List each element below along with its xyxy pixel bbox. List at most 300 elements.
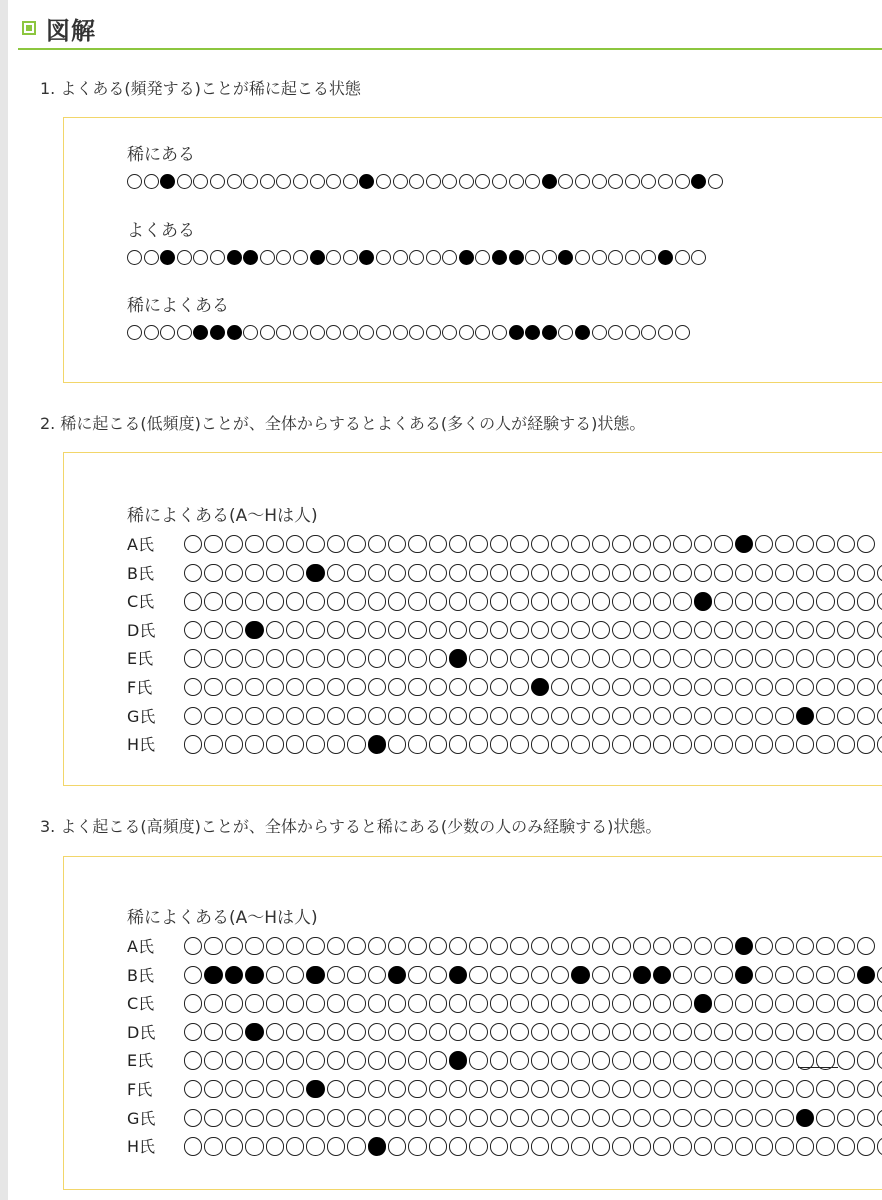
empty-circle [612,966,630,984]
filled-circle [857,966,875,984]
circle-sequence-rarely-frequent [127,325,691,340]
empty-circle [327,1051,345,1069]
empty-circle [551,535,569,553]
empty-circle [510,592,528,610]
empty-circle [592,174,607,189]
empty-circle [429,994,447,1012]
person-circle-row [184,564,882,582]
empty-circle [551,994,569,1012]
empty-circle [449,735,467,753]
filled-circle [449,1051,467,1069]
empty-circle [469,564,487,582]
empty-circle [755,535,773,553]
empty-circle [429,649,447,667]
empty-circle [837,678,855,696]
empty-circle [469,1109,487,1127]
empty-circle [531,564,549,582]
empty-circle [368,649,386,667]
empty-circle [388,1080,406,1098]
empty-circle [469,735,487,753]
empty-circle [857,564,875,582]
empty-circle [551,707,569,725]
empty-circle [592,592,610,610]
empty-circle [204,1137,222,1155]
empty-circle [612,678,630,696]
empty-circle [837,1109,855,1127]
empty-circle [857,1109,875,1127]
empty-circle [306,592,324,610]
empty-circle [429,1137,447,1155]
empty-circle [368,592,386,610]
empty-circle [653,1023,671,1041]
empty-circle [260,325,275,340]
empty-circle [306,621,324,639]
empty-circle [673,1023,691,1041]
empty-circle [368,535,386,553]
example-label-frequent: よくある [127,221,195,241]
empty-circle [816,1137,834,1155]
empty-circle [490,649,508,667]
empty-circle [837,994,855,1012]
empty-circle [796,994,814,1012]
empty-circle [469,994,487,1012]
empty-circle [225,535,243,553]
empty-circle [204,535,222,553]
person-label: A氏 [127,535,154,554]
filled-circle [359,174,374,189]
empty-circle [633,564,651,582]
filled-circle [449,966,467,984]
empty-circle [510,994,528,1012]
empty-circle [225,707,243,725]
empty-circle [225,937,243,955]
empty-circle [490,1080,508,1098]
empty-circle [276,250,291,265]
empty-circle [796,735,814,753]
empty-circle [245,592,263,610]
empty-circle [127,250,142,265]
empty-circle [306,707,324,725]
empty-circle [327,535,345,553]
empty-circle [490,1109,508,1127]
empty-circle [306,735,324,753]
empty-circle [368,678,386,696]
empty-circle [837,592,855,610]
empty-circle [327,994,345,1012]
empty-circle [327,592,345,610]
empty-circle [408,994,426,1012]
empty-circle [796,535,814,553]
empty-circle [608,174,623,189]
empty-circle [368,937,386,955]
empty-circle [408,1109,426,1127]
empty-circle [857,1023,875,1041]
empty-circle [694,735,712,753]
empty-circle [408,1051,426,1069]
empty-circle [368,621,386,639]
person-circle-row [184,1051,882,1069]
empty-circle [796,1023,814,1041]
empty-circle [877,564,882,582]
empty-circle [408,1023,426,1041]
empty-circle [160,325,175,340]
empty-circle [673,592,691,610]
empty-circle [225,592,243,610]
empty-circle [558,325,573,340]
empty-circle [755,1051,773,1069]
empty-circle [735,1080,753,1098]
empty-circle [571,994,589,1012]
empty-circle [408,735,426,753]
empty-circle [469,1023,487,1041]
empty-circle [877,592,882,610]
empty-circle [714,937,732,955]
empty-circle [633,678,651,696]
empty-circle [857,707,875,725]
circle-sequence-frequent [127,250,708,265]
empty-circle [755,592,773,610]
empty-circle [286,1137,304,1155]
empty-circle [653,707,671,725]
empty-circle [694,937,712,955]
filled-circle [193,325,208,340]
empty-circle [368,1080,386,1098]
empty-circle [694,1051,712,1069]
empty-circle [673,1051,691,1069]
empty-circle [429,592,447,610]
empty-circle [388,678,406,696]
empty-circle [877,1137,882,1155]
empty-circle [144,250,159,265]
empty-circle [592,649,610,667]
filled-circle [210,325,225,340]
empty-circle [796,621,814,639]
empty-circle [755,564,773,582]
empty-circle [210,250,225,265]
empty-circle [368,966,386,984]
example-label-rare: 稀にある [127,145,195,165]
empty-circle [144,325,159,340]
empty-circle [641,325,656,340]
empty-circle [490,1051,508,1069]
empty-circle [714,1109,732,1127]
empty-circle [429,678,447,696]
empty-circle [492,325,507,340]
filled-circle [160,250,175,265]
empty-circle [755,678,773,696]
empty-circle [673,1080,691,1098]
empty-circle [755,1023,773,1041]
filled-circle [359,250,374,265]
empty-circle [796,1137,814,1155]
empty-circle [694,649,712,667]
empty-circle [469,1051,487,1069]
empty-circle [592,994,610,1012]
empty-circle [306,1137,324,1155]
empty-circle [653,678,671,696]
empty-circle [653,535,671,553]
empty-circle [531,966,549,984]
empty-circle [225,621,243,639]
empty-circle [877,735,882,753]
empty-circle [694,707,712,725]
empty-circle [735,621,753,639]
empty-circle [490,1023,508,1041]
empty-circle [592,1080,610,1098]
person-label: F氏 [127,678,153,697]
empty-circle [347,1023,365,1041]
empty-circle [459,325,474,340]
empty-circle [633,707,651,725]
person-label: A氏 [127,937,154,956]
empty-circle [510,1137,528,1155]
empty-circle [837,621,855,639]
empty-circle [714,1023,732,1041]
empty-circle [347,621,365,639]
empty-circle [184,1051,202,1069]
empty-circle [510,649,528,667]
empty-circle [266,1137,284,1155]
empty-circle [625,325,640,340]
empty-circle [266,1109,284,1127]
empty-circle [735,1109,753,1127]
empty-circle [816,707,834,725]
empty-circle [469,649,487,667]
empty-circle [694,678,712,696]
empty-circle [673,1137,691,1155]
empty-circle [475,325,490,340]
empty-circle [243,174,258,189]
person-label: D氏 [127,620,156,640]
empty-circle [490,678,508,696]
empty-circle [376,325,391,340]
empty-circle [571,1080,589,1098]
empty-circle [633,1051,651,1069]
empty-circle [306,535,324,553]
empty-circle [266,621,284,639]
empty-circle [327,1109,345,1127]
empty-circle [837,1023,855,1041]
empty-circle [625,250,640,265]
empty-circle [796,966,814,984]
filled-circle [796,1109,814,1127]
person-label: H氏 [127,1137,156,1157]
empty-circle [735,1023,753,1041]
empty-circle [459,174,474,189]
empty-circle [193,174,208,189]
empty-circle [531,735,549,753]
empty-circle [408,678,426,696]
person-circle-row [184,535,877,553]
empty-circle [347,1051,365,1069]
person-label: H氏 [127,735,156,755]
empty-circle [775,1023,793,1041]
empty-circle [755,735,773,753]
empty-circle [694,1109,712,1127]
empty-circle [266,592,284,610]
empty-circle [525,250,540,265]
empty-circle [816,994,834,1012]
empty-circle [408,1080,426,1098]
empty-circle [735,707,753,725]
empty-circle [551,1137,569,1155]
empty-circle [286,1080,304,1098]
empty-circle [509,174,524,189]
empty-circle [286,707,304,725]
empty-circle [184,735,202,753]
person-circle-row [184,649,882,667]
empty-circle [837,966,855,984]
empty-circle [675,174,690,189]
empty-circle [388,649,406,667]
empty-circle [510,966,528,984]
empty-circle [755,707,773,725]
empty-circle [694,564,712,582]
filled-circle [160,174,175,189]
empty-circle [735,592,753,610]
empty-circle [429,735,447,753]
empty-circle [184,707,202,725]
empty-circle [714,564,732,582]
empty-circle [775,994,793,1012]
empty-circle [775,592,793,610]
empty-circle [510,564,528,582]
empty-circle [393,325,408,340]
empty-circle [551,621,569,639]
empty-circle [612,1023,630,1041]
empty-circle [816,621,834,639]
empty-circle [633,592,651,610]
empty-circle [877,966,882,984]
empty-circle [225,735,243,753]
empty-circle [343,174,358,189]
empty-circle [449,1080,467,1098]
empty-circle [775,1109,793,1127]
empty-circle [653,649,671,667]
empty-circle [475,174,490,189]
empty-circle [551,1023,569,1041]
empty-circle [775,535,793,553]
empty-circle [592,250,607,265]
empty-circle [429,1109,447,1127]
filled-circle [694,592,712,610]
empty-circle [673,564,691,582]
empty-circle [608,325,623,340]
empty-circle [306,678,324,696]
empty-circle [310,174,325,189]
empty-circle [492,174,507,189]
filled-circle [310,250,325,265]
empty-circle [571,564,589,582]
empty-circle [449,1109,467,1127]
empty-circle [490,1137,508,1155]
person-label: C氏 [127,592,155,612]
person-circle-row [184,592,882,610]
empty-circle [542,250,557,265]
empty-circle [735,564,753,582]
empty-circle [551,592,569,610]
empty-circle [551,735,569,753]
empty-circle [225,564,243,582]
empty-circle [510,735,528,753]
empty-circle [592,1051,610,1069]
empty-circle [204,564,222,582]
empty-circle [837,735,855,753]
empty-circle [327,678,345,696]
empty-circle [408,966,426,984]
empty-circle [306,1051,324,1069]
empty-circle [641,174,656,189]
empty-circle [796,937,814,955]
empty-circle [388,994,406,1012]
empty-circle [592,678,610,696]
empty-circle [449,1023,467,1041]
filled-circle [368,1137,386,1155]
person-label: E氏 [127,649,154,669]
empty-circle [327,649,345,667]
empty-circle [675,325,690,340]
empty-circle [225,649,243,667]
empty-circle [571,1137,589,1155]
empty-circle [775,564,793,582]
empty-circle [266,535,284,553]
empty-circle [286,966,304,984]
empty-circle [266,649,284,667]
empty-circle [694,621,712,639]
empty-circle [177,325,192,340]
empty-circle [510,1080,528,1098]
empty-circle [510,707,528,725]
empty-circle [592,621,610,639]
empty-circle [531,1080,549,1098]
empty-circle [327,1137,345,1155]
empty-circle [327,966,345,984]
empty-circle [694,535,712,553]
empty-circle [245,564,263,582]
empty-circle [449,592,467,610]
empty-circle [260,174,275,189]
empty-circle [796,649,814,667]
empty-circle [429,1080,447,1098]
empty-circle [184,621,202,639]
empty-circle [837,535,855,553]
empty-circle [286,592,304,610]
empty-circle [633,735,651,753]
empty-circle [469,937,487,955]
empty-circle [675,250,690,265]
empty-circle [388,735,406,753]
filled-circle [306,966,324,984]
empty-circle [306,1109,324,1127]
empty-circle [775,678,793,696]
empty-circle [592,1109,610,1127]
empty-circle [857,649,875,667]
section-heading [18,8,882,50]
empty-circle [204,1051,222,1069]
empty-circle [612,735,630,753]
empty-circle [837,1080,855,1098]
empty-circle [735,1051,753,1069]
empty-circle [531,621,549,639]
filled-circle [735,535,753,553]
empty-circle [571,621,589,639]
empty-circle [469,1137,487,1155]
empty-circle [177,250,192,265]
empty-circle [510,1109,528,1127]
empty-circle [633,1137,651,1155]
empty-circle [347,678,365,696]
empty-circle [694,1023,712,1041]
